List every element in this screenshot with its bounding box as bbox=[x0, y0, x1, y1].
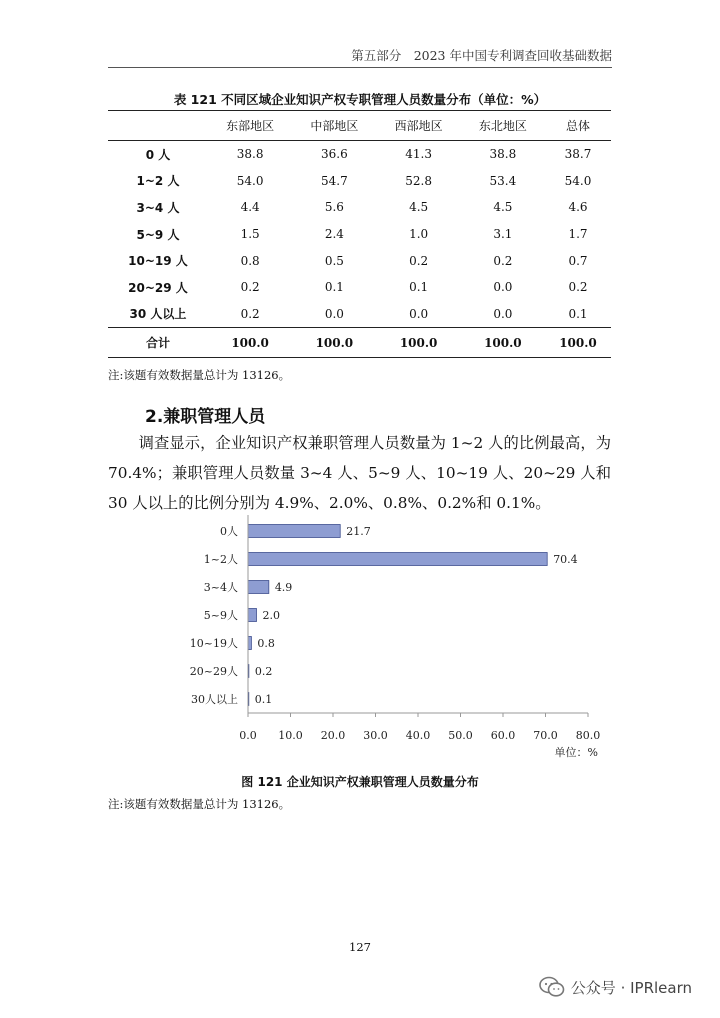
table-cell: 100.0 bbox=[208, 328, 292, 358]
table-row bbox=[108, 247, 611, 274]
table-cell: 0.1 bbox=[324, 280, 344, 295]
table-cell: 100.0 bbox=[377, 328, 461, 358]
category-label: 30人以上 bbox=[191, 693, 238, 706]
table-cell: 0.1 bbox=[568, 306, 588, 321]
section-heading: 2.兼职管理人员 bbox=[145, 407, 266, 427]
category-label: 0人 bbox=[220, 525, 238, 538]
data-label: 70.4 bbox=[553, 553, 578, 566]
table-cell: 0.2 bbox=[409, 253, 429, 268]
column-header: 东部地区 bbox=[208, 111, 292, 141]
table-cell: 36.6 bbox=[321, 147, 348, 162]
data-label: 2.0 bbox=[262, 609, 280, 622]
table-cell: 4.6 bbox=[568, 200, 588, 215]
x-tick-label: 0.0 bbox=[239, 729, 257, 742]
wechat-icon bbox=[539, 976, 565, 998]
table-cell: 100.0 bbox=[545, 328, 611, 358]
table-cell: 0.2 bbox=[568, 280, 588, 295]
table-cell: 0.0 bbox=[493, 306, 513, 321]
x-tick-label: 80.0 bbox=[575, 729, 601, 742]
bar bbox=[248, 553, 547, 566]
table-cell: 0.0 bbox=[409, 306, 429, 321]
watermark bbox=[539, 976, 692, 998]
table-cell: 100.0 bbox=[461, 328, 545, 358]
table-body bbox=[108, 141, 611, 328]
x-tick-label: 70.0 bbox=[533, 729, 558, 742]
table-row bbox=[108, 141, 611, 168]
table-cell: 0.1 bbox=[409, 280, 429, 295]
bar bbox=[248, 637, 251, 650]
column-header: 中部地区 bbox=[292, 111, 376, 141]
bar-chart bbox=[150, 515, 610, 765]
row-label: 合计 bbox=[108, 328, 208, 358]
table-cell: 41.3 bbox=[405, 147, 432, 162]
table-row bbox=[108, 221, 611, 248]
x-tick-label: 60.0 bbox=[490, 729, 516, 742]
category-label: 1~2人 bbox=[203, 553, 238, 566]
data-label: 0.8 bbox=[257, 637, 275, 650]
category-label: 5~9人 bbox=[203, 609, 238, 622]
row-label: 20~29 人 bbox=[128, 280, 188, 295]
data-label: 0.2 bbox=[254, 665, 273, 678]
figure-note: 注:该题有效数据量总计为 13126。 bbox=[108, 797, 291, 811]
table-cell: 38.7 bbox=[564, 147, 592, 162]
table-cell: 54.7 bbox=[321, 173, 348, 188]
table-cell: 5.6 bbox=[324, 200, 344, 215]
column-header: 西部地区 bbox=[377, 111, 461, 141]
header-rule bbox=[108, 67, 612, 68]
data-label: 0.1 bbox=[254, 693, 273, 706]
row-label: 0 人 bbox=[145, 147, 171, 162]
table-cell: 38.8 bbox=[489, 147, 517, 162]
unit-label: 单位：% bbox=[554, 746, 598, 759]
table-row bbox=[108, 194, 611, 221]
table-cell: 0.7 bbox=[568, 253, 588, 268]
bar bbox=[248, 581, 269, 594]
table-title: 表 121 不同区域企业知识产权专职管理人员数量分布（单位：%） bbox=[173, 92, 547, 107]
x-tick-label: 40.0 bbox=[405, 729, 431, 742]
table-row bbox=[108, 274, 611, 301]
bar bbox=[248, 525, 340, 538]
table-cell: 2.4 bbox=[324, 227, 344, 242]
row-label: 1~2 人 bbox=[136, 174, 180, 189]
table-cell: 0.2 bbox=[493, 253, 513, 268]
table-row bbox=[108, 301, 611, 328]
table-cell: 54.0 bbox=[236, 173, 264, 188]
row-label: 3~4 人 bbox=[136, 200, 180, 215]
table-row bbox=[108, 168, 611, 195]
table-cell: 4.5 bbox=[493, 200, 513, 215]
column-header: 总体 bbox=[545, 111, 611, 141]
table-cell: 0.8 bbox=[240, 253, 260, 268]
table-cell: 0.2 bbox=[240, 280, 260, 295]
page-number: 127 bbox=[349, 940, 371, 954]
table-cell: 52.8 bbox=[405, 173, 432, 188]
watermark-text: 公众号 · IPRlearn bbox=[570, 978, 692, 997]
x-tick-label: 10.0 bbox=[278, 729, 303, 742]
running-header: 第五部分 2023 年中国专利调查回收基础数据 bbox=[351, 48, 612, 63]
category-label: 20~29人 bbox=[189, 665, 238, 678]
row-label: 10~19 人 bbox=[128, 254, 188, 269]
table-cell: 1.0 bbox=[409, 227, 429, 242]
column-header: 东北地区 bbox=[461, 111, 545, 141]
category-label: 3~4人 bbox=[203, 581, 238, 594]
table-cell: 38.8 bbox=[236, 147, 264, 162]
table-cell: 1.5 bbox=[240, 227, 260, 242]
x-tick-label: 50.0 bbox=[448, 729, 473, 742]
row-label: 30 人以上 bbox=[129, 307, 187, 322]
table-header-row bbox=[108, 111, 611, 141]
table-cell: 4.4 bbox=[240, 200, 260, 215]
category-label: 10~19人 bbox=[189, 637, 238, 650]
table-cell: 100.0 bbox=[292, 328, 376, 358]
table-cell: 1.7 bbox=[568, 227, 588, 242]
table-total-row bbox=[108, 328, 611, 358]
row-label: 5~9 人 bbox=[136, 227, 180, 242]
table-cell: 54.0 bbox=[564, 173, 592, 188]
table-cell: 0.5 bbox=[324, 253, 344, 268]
table-cell: 0.2 bbox=[240, 306, 260, 321]
table-cell: 0.0 bbox=[493, 280, 513, 295]
table-note: 注:该题有效数据量总计为 13126。 bbox=[108, 368, 291, 382]
bar bbox=[248, 609, 257, 622]
figure-caption: 图 121 企业知识产权兼职管理人员数量分布 bbox=[241, 775, 479, 789]
table-cell: 53.4 bbox=[489, 173, 517, 188]
data-label: 4.9 bbox=[274, 581, 293, 594]
column-header bbox=[108, 111, 208, 141]
region-staff-table bbox=[108, 110, 611, 358]
data-label: 21.7 bbox=[346, 525, 371, 538]
x-tick-label: 20.0 bbox=[320, 729, 346, 742]
table-cell: 4.5 bbox=[409, 200, 429, 215]
body-paragraph: 调查显示，企业知识产权兼职管理人员数量为 1~2 人的比例最高，为 70.4%；兼职管理人员数量 3~4 人、5~9 人、10~19 人、20~29 人和 30 人以上的比例分别为 4.9%、2.0%、0.8%、0.2%和 0.1%。 bbox=[108, 434, 611, 512]
table-cell: 3.1 bbox=[493, 227, 513, 242]
table-cell: 0.0 bbox=[324, 306, 344, 321]
x-tick-label: 30.0 bbox=[363, 729, 388, 742]
